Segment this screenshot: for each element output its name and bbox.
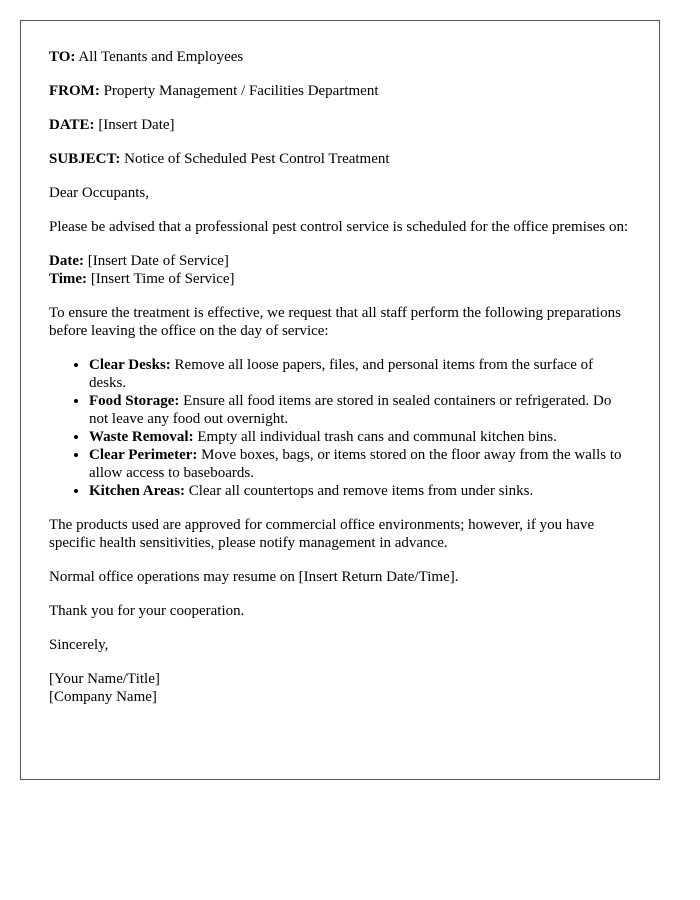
prep-intro-paragraph: To ensure the treatment is effective, we request that all staff perform the following preparations before leaving the office on the day of service: — [49, 305, 621, 339]
subject-label: SUBJECT: — [49, 151, 121, 167]
service-time-value: [Insert Time of Service] — [90, 271, 235, 287]
products-note: The products used are approved for commercial office environments; however, if you have specific health sensitivities, please notify management in advance. — [49, 517, 595, 551]
resume-note: Normal office operations may resume on [Insert Return Date/Time]. — [49, 569, 459, 585]
subject-line — [49, 150, 631, 168]
to-label: TO: — [49, 49, 76, 65]
memo-document — [20, 20, 660, 780]
date-label: DATE: — [49, 117, 95, 133]
prep-list — [49, 356, 631, 500]
subject-value: Notice of Scheduled Pest Control Treatment — [124, 151, 390, 167]
signature-block — [49, 670, 631, 706]
from-line — [49, 82, 631, 100]
list-item — [89, 446, 631, 482]
to-line — [49, 48, 631, 66]
from-value: Property Management / Facilities Department — [103, 83, 379, 99]
list-item — [89, 356, 631, 392]
list-item-title: Clear Perimeter: — [89, 447, 198, 463]
thanks-line: Thank you for your cooperation. — [49, 603, 245, 619]
list-item-title: Clear Desks: — [89, 357, 171, 373]
list-item-text: Empty all individual trash cans and communal kitchen bins. — [197, 429, 557, 445]
closing-line: Sincerely, — [49, 637, 109, 653]
list-item — [89, 392, 631, 428]
service-time-label: Time: — [49, 271, 88, 287]
list-item-title: Kitchen Areas: — [89, 483, 185, 499]
intro-paragraph: Please be advised that a professional pest control service is scheduled for the office premises on: — [49, 219, 629, 235]
signature-company: [Company Name] — [49, 689, 157, 705]
service-date-value: [Insert Date of Service] — [87, 253, 229, 269]
date-value: [Insert Date] — [98, 117, 175, 133]
list-item-text: Move boxes, bags, or items stored on the floor away from the walls to allow access to baseboards. — [89, 447, 622, 481]
salutation: Dear Occupants, — [49, 185, 149, 201]
list-item-text: Remove all loose papers, files, and personal items from the surface of desks. — [89, 357, 594, 391]
list-item-text: Ensure all food items are stored in sealed containers or refrigerated. Do not leave any food out overnight. — [89, 393, 612, 427]
list-item-text: Clear all countertops and remove items from under sinks. — [188, 483, 534, 499]
to-value: All Tenants and Employees — [78, 49, 244, 65]
signature-name: [Your Name/Title] — [49, 671, 160, 687]
from-label: FROM: — [49, 83, 100, 99]
list-item-title: Food Storage: — [89, 393, 180, 409]
list-item — [89, 482, 631, 500]
list-item — [89, 428, 631, 446]
date-line — [49, 116, 631, 134]
list-item-title: Waste Removal: — [89, 429, 194, 445]
service-date-label: Date: — [49, 253, 84, 269]
service-schedule — [49, 252, 631, 288]
